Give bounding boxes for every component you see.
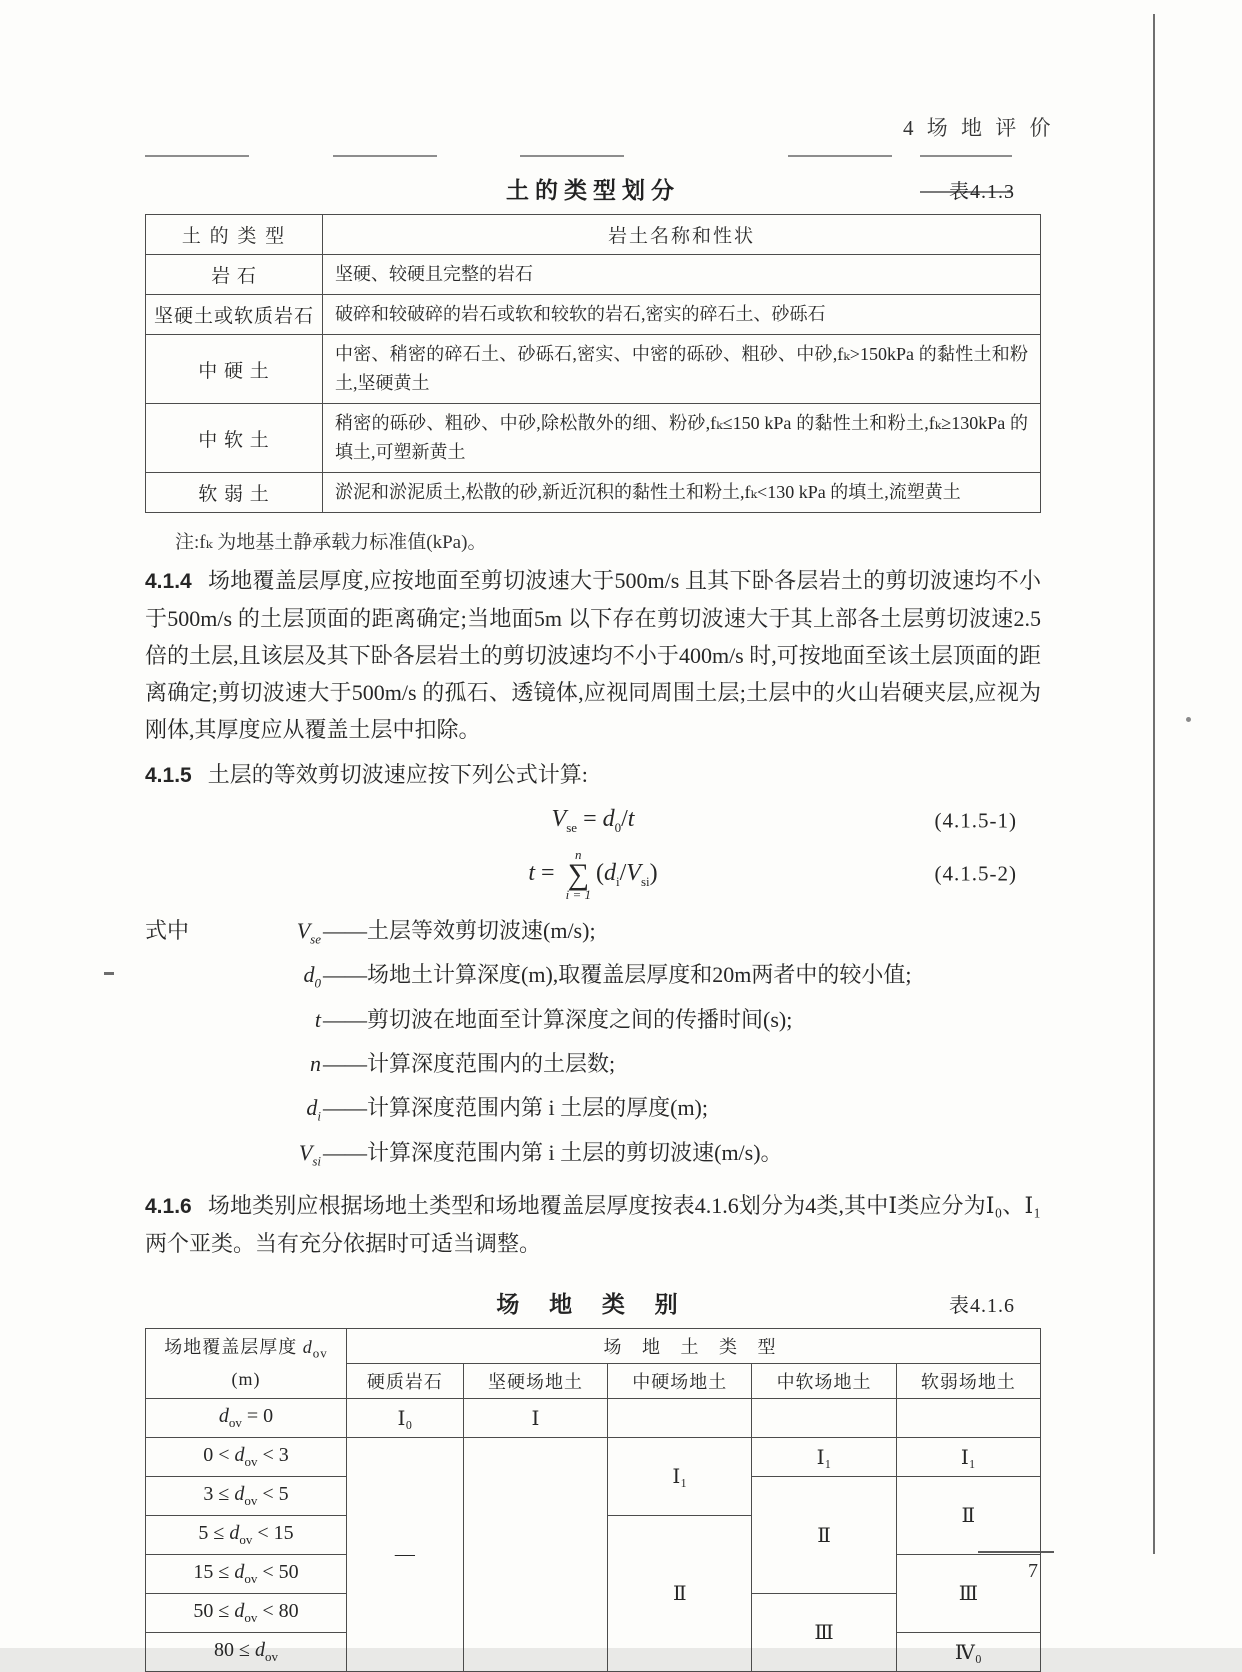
site-class-table <box>145 1328 1041 1672</box>
soil-desc-cell: 中密、稍密的碎石土、砂砾石,密实、中密的砾砂、粗砂、中砂,fₖ>150kPa 的黏性土和粉土,坚硬黄土 <box>323 335 1041 404</box>
symbol-var: n <box>310 1050 321 1076</box>
symbol-var: d <box>303 962 315 988</box>
corner-label: 场地覆盖层厚度 <box>164 1336 303 1357</box>
table2-caption <box>145 1286 1041 1318</box>
soil-type-cell: 岩 石 <box>146 255 323 295</box>
symbol-definitions <box>145 913 1041 1179</box>
table2-corner-header <box>146 1329 347 1399</box>
page-number: 7 <box>1028 1560 1038 1582</box>
soil-type-table <box>145 214 1041 513</box>
symbol <box>209 1046 321 1090</box>
formula-var: d <box>602 806 615 832</box>
symbol-var: V <box>296 917 311 943</box>
table-row <box>146 335 1041 404</box>
definition-text: ——场地土计算深度(m),取覆盖层厚度和20m两者中的较小值; <box>323 962 912 988</box>
definition-text: ——土层等效剪切波速(m/s); <box>323 917 596 943</box>
corner-var: d <box>302 1336 313 1357</box>
thickness-range: $50 \le d_{ov} < 80$ <box>146 1594 347 1633</box>
site-class-cell: Ⅱ <box>896 1477 1040 1555</box>
scan-edge-line <box>1153 14 1155 1554</box>
col-header-medium-soft-soil: 中软场地土 <box>752 1364 896 1399</box>
section-text: 场地覆盖层厚度,应按地面至剪切波速大于500m/s 且其下卧各层岩土的剪切波速均不小于500m/s 的土层顶面的距离确定;当地面5m 以下存在剪切波速大于其上部各土层剪切波速2.5倍的土层,且该层及其下卧各层岩土的剪切波速均不小于400m/s 时,可按地面至该土层顶面的距离确定;剪切波速大于500m/s 的孤石、透镜体,应视同周围土层;土层中的火山岩硬夹层,应视为刚体,其厚度应从覆盖土层中扣除。 <box>145 568 1041 742</box>
symbol-var: t <box>314 1006 321 1032</box>
formula-var: t <box>528 859 536 886</box>
definition-text: ——计算深度范围内第 i 土层的厚度(m); <box>323 1095 708 1121</box>
site-class-cell <box>752 1399 896 1438</box>
table1-caption <box>145 172 1041 204</box>
section-4-1-6 <box>145 1187 1041 1262</box>
definition-row <box>145 1090 1041 1134</box>
section-number: 4.1.6 <box>145 1195 192 1219</box>
soil-type-cell: 软 弱 土 <box>146 473 323 513</box>
col-header-soft-soil: 软弱场地土 <box>896 1364 1040 1399</box>
formula-var: d <box>603 859 616 886</box>
sigma-lower-limit: i = 1 <box>565 886 591 902</box>
section-number: 4.1.4 <box>145 570 192 593</box>
scan-speck <box>1186 717 1191 722</box>
symbol-sub: si <box>312 1153 321 1169</box>
thickness-range: $5 \le d_{ov} < 15$ <box>146 1516 347 1555</box>
col-header-hard-rock: 硬质岩石 <box>347 1364 464 1399</box>
site-class-cell: Ⅱ <box>752 1477 896 1594</box>
equals-sign: = <box>577 806 603 832</box>
corner-unit: (m) <box>231 1369 261 1390</box>
formula-sub: se <box>566 819 578 835</box>
thickness-range: $d_{ov} = 0$ <box>146 1399 347 1438</box>
symbol <box>209 913 321 957</box>
equation-number: (4.1.5-1) <box>934 808 1017 833</box>
divide-sign: / <box>619 859 627 886</box>
soil-type-cell: 中 硬 土 <box>146 335 323 404</box>
site-class-cell: Ⅰ₀ <box>347 1399 464 1438</box>
table-row <box>146 1399 1041 1438</box>
soil-desc-cell: 破碎和较破碎的岩石或软和较软的岩石,密实的碎石土、砂砾石 <box>323 295 1041 335</box>
definition-row <box>145 1002 1041 1046</box>
formula-4-1-5-2 <box>145 848 1041 901</box>
close-paren: ) <box>649 859 658 886</box>
symbol <box>209 1135 321 1179</box>
table1-header-row <box>146 215 1041 255</box>
sigma-upper-limit: n <box>575 846 582 862</box>
equals-sign: = <box>535 859 561 886</box>
thickness-range: $15 \le d_{ov} < 50$ <box>146 1555 347 1594</box>
definition-row <box>145 913 1041 957</box>
sigma-icon: ∑ <box>567 857 589 891</box>
site-class-cell <box>896 1399 1040 1438</box>
site-class-cell: Ⅰ <box>463 1399 607 1438</box>
symbol-sub: 0 <box>314 975 321 991</box>
symbol <box>209 957 321 1001</box>
equation-number: (4.1.5-2) <box>934 861 1017 886</box>
formula-sub: i <box>615 873 620 889</box>
thickness-range: $3 \le d_{ov} < 5$ <box>146 1477 347 1516</box>
where-spacer <box>145 957 209 1001</box>
table1-header-type: 土 的 类 型 <box>146 215 323 255</box>
formula-var: V <box>626 859 641 886</box>
site-class-cell: Ⅲ <box>752 1594 896 1672</box>
symbol <box>209 1090 321 1134</box>
col-header-medium-hard-soil: 中硬场地土 <box>608 1364 752 1399</box>
site-class-cell: Ⅱ <box>608 1516 752 1672</box>
definition-row <box>145 957 1041 1001</box>
site-class-cell: Ⅳ₀ <box>896 1633 1040 1672</box>
definition-text: ——计算深度范围内的土层数; <box>323 1050 616 1076</box>
symbol-var: V <box>298 1139 313 1165</box>
table-row <box>146 295 1041 335</box>
section-number: 4.1.5 <box>145 764 192 787</box>
site-class-cell <box>463 1438 607 1672</box>
soil-type-cell: 中 软 土 <box>146 404 323 473</box>
definition-row <box>145 1046 1041 1090</box>
table1-title: 土的类型划分 <box>506 178 680 203</box>
thickness-range: $0 < d_{ov} < 3$ <box>146 1438 347 1477</box>
table1-label: 表4.1.3 <box>949 181 1015 203</box>
symbol <box>209 1002 321 1046</box>
where-spacer <box>145 1090 209 1134</box>
symbol-var: d <box>306 1095 318 1121</box>
soil-desc-cell: 稍密的砾砂、粗砂、中砂,除松散外的细、粉砂,fₖ≤150 kPa 的黏性土和粉土,fₖ≥130kPa 的填土,可塑新黄土 <box>323 404 1041 473</box>
thickness-range: $80 \le d_{ov}$ <box>146 1633 347 1672</box>
symbol-sub: i <box>317 1108 321 1124</box>
page-content <box>145 148 1041 1672</box>
table2-group-header: 场 地 土 类 型 <box>347 1329 1041 1364</box>
table2-label: 表4.1.6 <box>949 1295 1015 1318</box>
section-text: 土层的等效剪切波速应按下列公式计算: <box>207 762 588 787</box>
where-spacer <box>145 1135 209 1179</box>
formula-sub: 0 <box>614 819 622 835</box>
definition-text: ——剪切波在地面至计算深度之间的传播时间(s); <box>323 1006 793 1032</box>
soil-desc-cell: 坚硬、较硬且完整的岩石 <box>323 255 1041 295</box>
formula-var: t <box>627 806 635 832</box>
scan-speck <box>104 972 114 975</box>
site-class-cell: Ⅰ₁ <box>896 1438 1040 1477</box>
section-text: 场地类别应根据场地土类型和场地覆盖层厚度按表4.1.6划分为4类,其中Ⅰ类应分为Ⅰ₀、Ⅰ₁两个亚类。当有充分依据时可适当调整。 <box>145 1193 1041 1257</box>
table1-header-desc: 岩土名称和性状 <box>323 215 1041 255</box>
table2-header-row-1 <box>146 1329 1041 1364</box>
where-spacer <box>145 1002 209 1046</box>
soil-desc-cell: 淤泥和淤泥质土,松散的砂,新近沉积的黏性土和粉土,fₖ<130 kPa 的填土,流塑黄土 <box>323 473 1041 513</box>
site-class-cell: — <box>347 1438 464 1672</box>
formula-body <box>551 806 635 835</box>
section-4-1-4 <box>145 562 1041 748</box>
formula-sub: si <box>640 873 650 889</box>
table2-title: 场 地 类 别 <box>496 1292 690 1318</box>
formula-4-1-5-1 <box>145 806 1041 836</box>
section-4-1-5 <box>145 756 1041 794</box>
where-label: 式中 <box>145 917 190 943</box>
col-header-stiff-soil: 坚硬场地土 <box>463 1364 607 1399</box>
symbol-sub: se <box>310 931 321 947</box>
site-class-cell: Ⅰ₁ <box>608 1438 752 1516</box>
definition-text: ——计算深度范围内第 i 土层的剪切波速(m/s)。 <box>323 1139 783 1165</box>
formula-body <box>528 846 658 902</box>
divide-sign: / <box>621 806 628 832</box>
table1-note: 注:fₖ 为地基土静承载力标准值(kPa)。 <box>175 532 487 553</box>
open-paren: ( <box>595 859 604 886</box>
corner-sub: ov <box>312 1345 328 1361</box>
site-class-cell: Ⅰ₁ <box>752 1438 896 1477</box>
where-spacer <box>145 1046 209 1090</box>
definition-row <box>145 1135 1041 1179</box>
table-row <box>146 1438 1041 1477</box>
table-row <box>146 255 1041 295</box>
soil-type-cell: 坚硬土或软质岩石 <box>146 295 323 335</box>
running-header: 4 场 地 评 价 <box>903 116 1055 140</box>
formula-var: V <box>551 806 567 832</box>
table-row <box>146 473 1041 513</box>
table-row <box>146 404 1041 473</box>
site-class-cell <box>608 1399 752 1438</box>
sigma-operator <box>566 848 591 901</box>
site-class-cell: Ⅲ <box>896 1555 1040 1633</box>
